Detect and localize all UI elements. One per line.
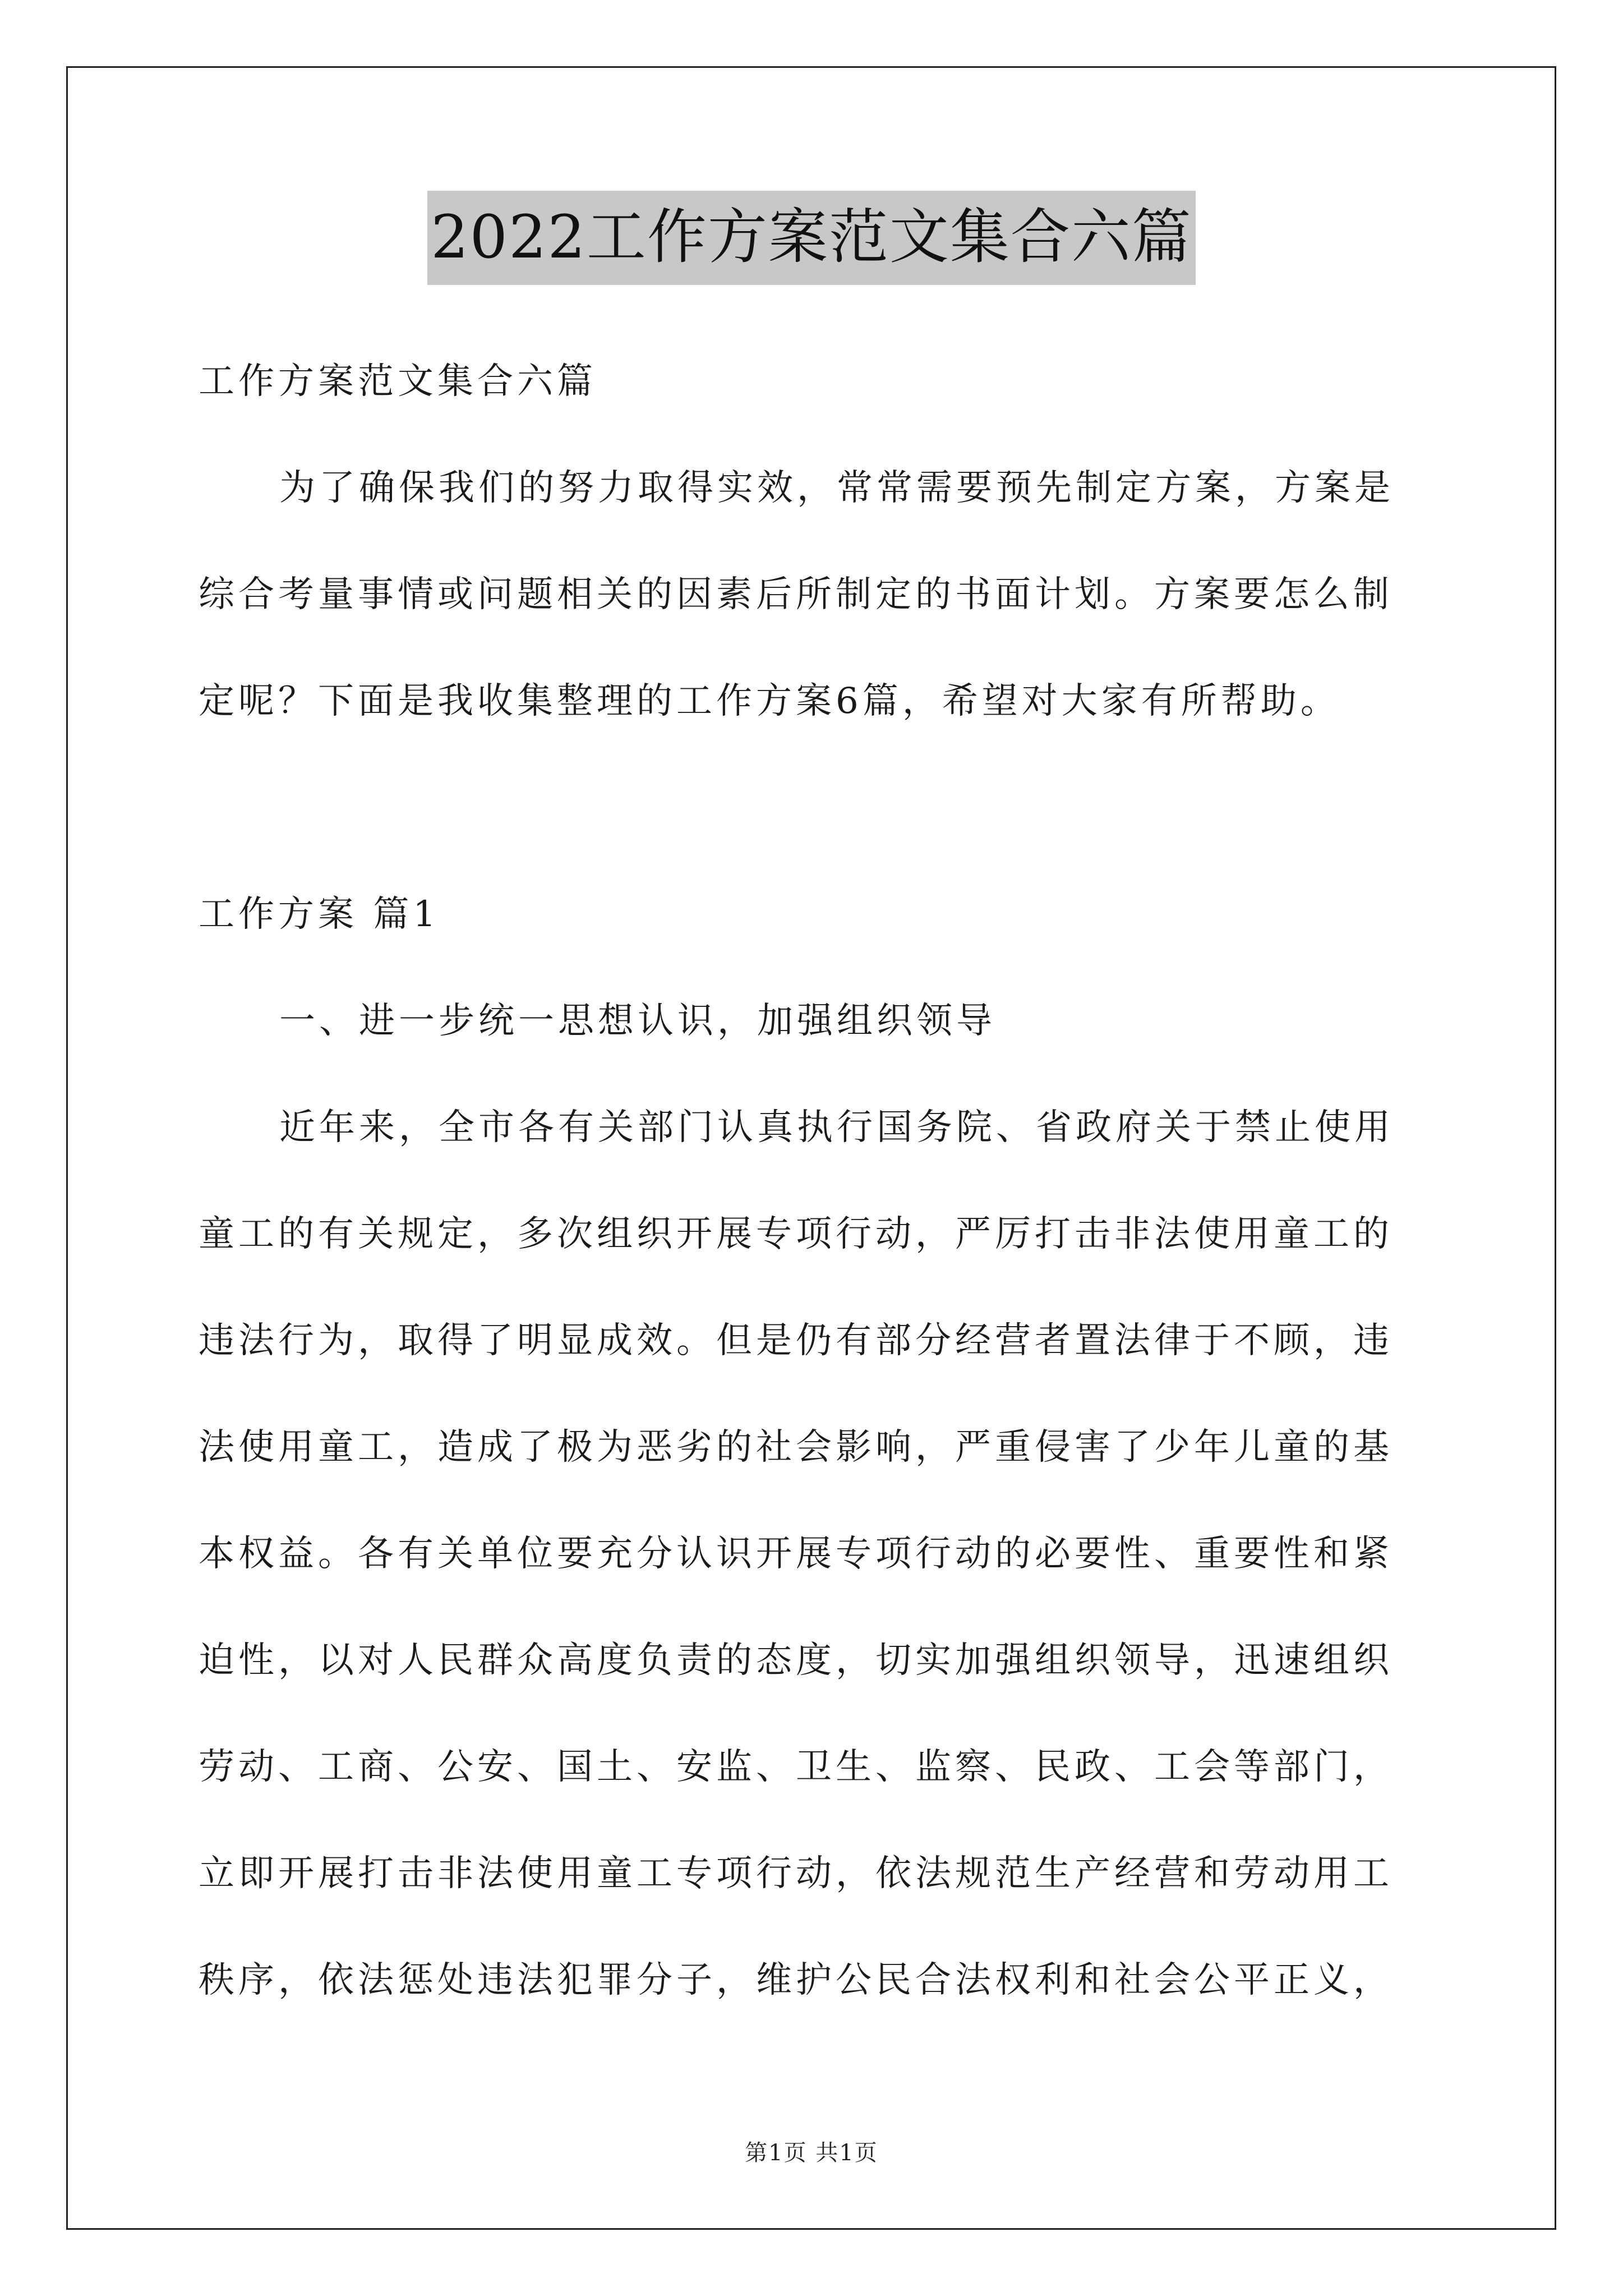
body-line: 劳动、工商、公安、国土、安监、卫生、监察、民政、工会等部门， (199, 1746, 1393, 1788)
body-line: 迫性，以对人民群众高度负责的态度，切实加强组织领导，迅速组织 (199, 1640, 1393, 1681)
document-title: 2022工作方案范文集合六篇 (427, 191, 1196, 285)
intro-line: 为了确保我们的努力取得实效，常常需要预先制定方案，方案是 (279, 467, 1394, 509)
body-line: 立即开展打击非法使用童工专项行动，依法规范生产经营和劳动用工 (199, 1853, 1393, 1894)
intro-line: 综合考量事情或问题相关的因素后所制定的书面计划。方案要怎么制 (199, 574, 1393, 615)
title-container (0, 191, 1623, 285)
body-line: 童工的有关规定，多次组织开展专项行动，严厉打击非法使用童工的 (199, 1213, 1393, 1255)
intro-line: 定呢？下面是我收集整理的工作方案6篇，希望对大家有所帮助。 (199, 680, 1340, 722)
body-line: 法使用童工，造成了极为恶劣的社会影响，严重侵害了少年儿童的基 (199, 1427, 1393, 1468)
body-line: 违法行为，取得了明显成效。但是仍有部分经营者置法律于不顾，违 (199, 1320, 1393, 1361)
body-line: 近年来，全市各有关部门认真执行国务院、省政府关于禁止使用 (279, 1107, 1394, 1148)
point-heading: 一、进一步统一思想认识，加强组织领导 (279, 1000, 996, 1042)
body-line: 本权益。各有关单位要充分认识开展专项行动的必要性、重要性和紧 (199, 1533, 1393, 1575)
subtitle: 工作方案范文集合六篇 (199, 361, 597, 402)
section-heading: 工作方案 篇1 (199, 894, 440, 935)
page-footer: 第1页 共1页 (745, 2140, 878, 2166)
body-line: 秩序，依法惩处违法犯罪分子，维护公民合法权利和社会公平正义， (199, 1959, 1393, 2001)
